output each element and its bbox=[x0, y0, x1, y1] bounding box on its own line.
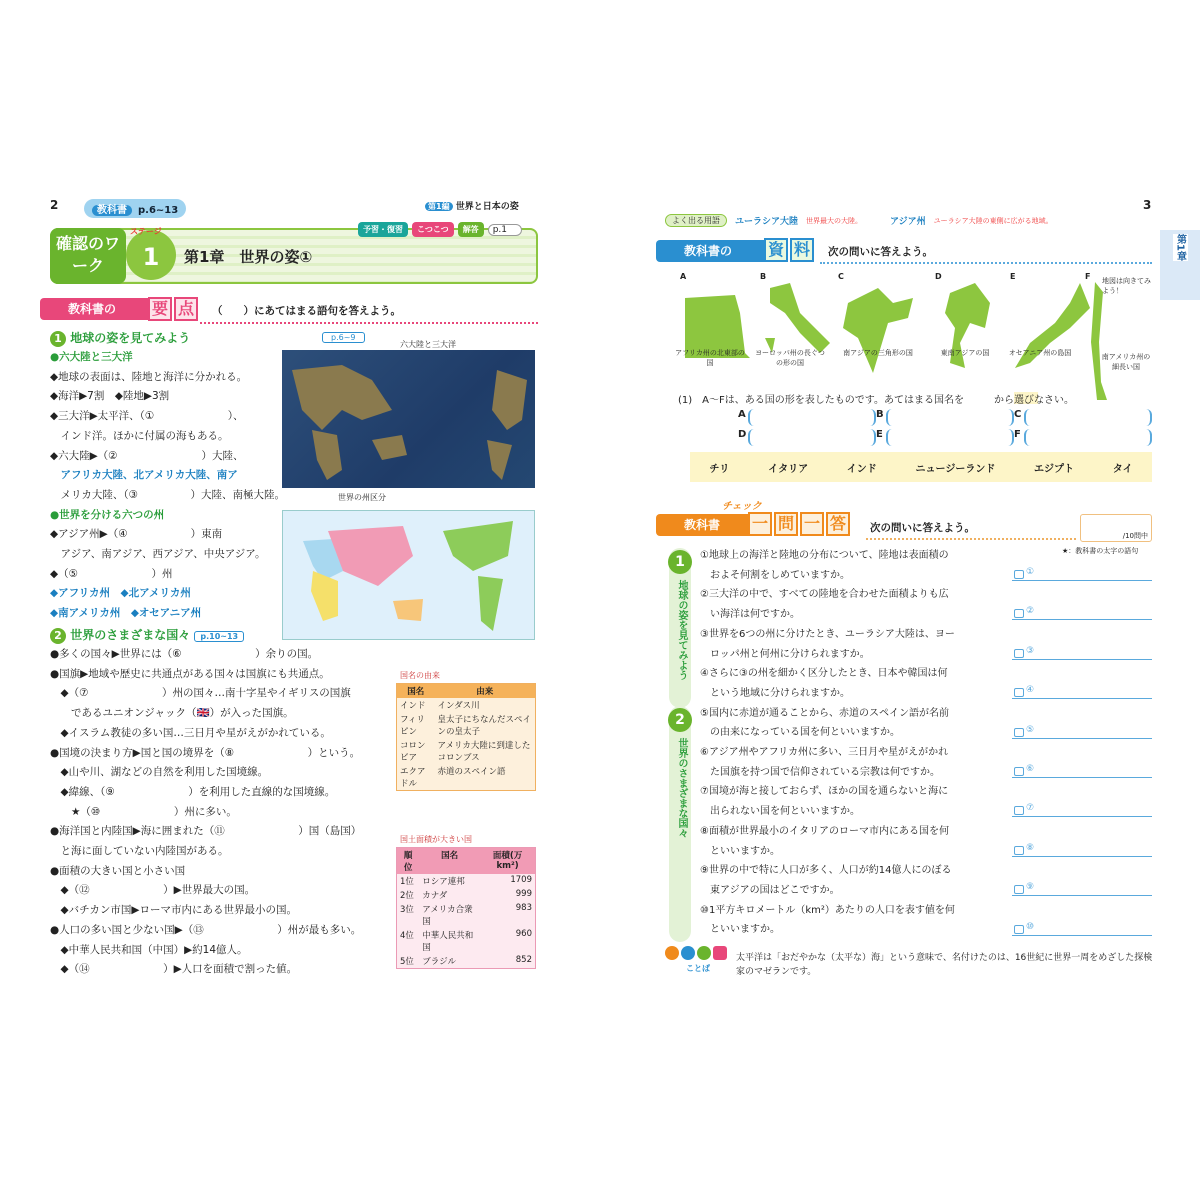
regions-map bbox=[282, 510, 535, 640]
chapter-side-tab bbox=[1160, 230, 1200, 300]
table2-caption: 国土面積が大きい国 bbox=[400, 835, 472, 844]
yoten-head-label: 教科書の bbox=[68, 302, 117, 316]
question-line: ロッパ州と何州に分けられますか。 bbox=[700, 648, 870, 660]
text-line: インド洋。ほかに付属の海もある。 bbox=[50, 429, 229, 442]
section2-title-text: 世界のさまざまな国々 bbox=[70, 628, 191, 642]
table-cell: アメリカ大陸に到達したコロンブス bbox=[437, 741, 531, 763]
pill-label: 教科書 bbox=[92, 205, 132, 216]
answer-bracket[interactable] bbox=[1014, 409, 1152, 426]
ichimon-kanji-1: 一 bbox=[748, 512, 772, 536]
map2-caption: 世界の州区分 bbox=[338, 493, 386, 502]
text-line: ◆緯線、（⑨ ）を利用した直線的な国境線。 bbox=[50, 785, 336, 798]
answer-line[interactable]: ⑧ bbox=[1012, 843, 1152, 857]
right-page-number: 3 bbox=[1143, 198, 1152, 212]
table-row bbox=[397, 888, 536, 902]
text-line: ●人口の多い国と少ない国▶（⑬ ）州が最も多い。 bbox=[50, 923, 362, 936]
table-header: 国名 bbox=[397, 684, 435, 699]
table1-caption: 国名の由来 bbox=[400, 671, 440, 680]
choice-option: イタリア bbox=[768, 463, 809, 475]
yoten-instruction: （ ）にあてはまる語句を答えよう。 bbox=[212, 305, 401, 317]
text-line: ◆海洋▶7割 ◆陸地▶3割 bbox=[50, 390, 170, 403]
tip-label: ことば bbox=[686, 964, 710, 973]
text-line: ◆アフリカ州 ◆北アメリカ州 bbox=[50, 587, 191, 600]
shape-caption: 南アジアの三角形の国 bbox=[843, 349, 913, 357]
shape-caption: 東南アジアの国 bbox=[940, 349, 990, 357]
unit-title: 世界と日本の姿 bbox=[455, 202, 519, 212]
choice-option: ニュージーランド bbox=[915, 463, 996, 475]
table-cell: 2位 bbox=[400, 891, 414, 901]
divider bbox=[866, 538, 1076, 540]
table-row bbox=[397, 764, 536, 791]
largest-area-table bbox=[396, 847, 536, 969]
table-cell: 皇太子にちなんだスペインの皇太子 bbox=[437, 715, 531, 737]
ichimon-head-label: 教科書 bbox=[684, 518, 721, 532]
table-cell: インド bbox=[400, 701, 426, 711]
answer-letter: E bbox=[876, 429, 883, 440]
table-cell: 1709 bbox=[510, 875, 532, 885]
shiryo-kanji bbox=[762, 238, 814, 262]
country-shape-d bbox=[935, 283, 1015, 378]
text-line: ◆（⑤ ）州 bbox=[50, 567, 173, 580]
table-cell: 5位 bbox=[400, 957, 414, 967]
answer-letter: B bbox=[876, 409, 884, 420]
ichimon-kanji-3: 一 bbox=[800, 512, 824, 536]
table-cell: エクアドル bbox=[400, 767, 426, 789]
stage-badge bbox=[126, 227, 176, 280]
question-line: およそ何割をしめていますか。 bbox=[700, 569, 850, 581]
country-name-origin-table bbox=[396, 683, 536, 791]
table-cell: カナダ bbox=[422, 891, 448, 901]
section-title-2: 世界のさまざまな国々 bbox=[676, 738, 687, 838]
yoten-header bbox=[40, 298, 160, 320]
section1-ref: p.6~9 bbox=[322, 332, 365, 343]
shape-note: 地図は向きてみよう！ bbox=[1102, 277, 1151, 295]
text-line: ◆アジア州▶（④ ）東南 bbox=[50, 528, 223, 541]
choice-option: エジプト bbox=[1034, 463, 1075, 475]
ichimon-kanji-4: 答 bbox=[826, 512, 850, 536]
key-terms-label: よく出る用語 bbox=[665, 214, 727, 227]
table-header-row bbox=[397, 848, 536, 875]
text-line: ●面積の大きい国と小さい国 bbox=[50, 864, 186, 877]
ichimon-kanji bbox=[746, 512, 850, 536]
tag-kotsukotsu: こつこつ bbox=[412, 222, 454, 237]
table-row bbox=[397, 954, 536, 969]
choice-option: タイ bbox=[1112, 463, 1133, 475]
question-line: の由来になっている国を何といいますか。 bbox=[700, 727, 900, 739]
choice-option: インド bbox=[846, 463, 877, 475]
answer-line[interactable]: ④ bbox=[1012, 685, 1152, 699]
text-line: ◆六大陸▶（② ）大陸、 bbox=[50, 449, 244, 462]
table-row bbox=[397, 738, 536, 764]
text-line: ◆中華人民共和国（中国）▶約14億人。 bbox=[50, 943, 248, 956]
table-header-row bbox=[397, 684, 536, 699]
question-line: 出られない国を何といいますか。 bbox=[700, 806, 860, 818]
shape-letter: E bbox=[1010, 272, 1016, 281]
section2-ref: p.10~13 bbox=[194, 631, 244, 642]
chapter-title: 第1章 世界の姿① bbox=[184, 248, 313, 266]
table-row bbox=[397, 902, 536, 928]
answer-line[interactable]: ⑥ bbox=[1012, 764, 1152, 778]
unit-label bbox=[425, 199, 519, 212]
table-cell: ロシア連邦 bbox=[422, 877, 465, 887]
map1-caption: 六大陸と三大洋 bbox=[400, 340, 456, 349]
answer-bracket[interactable] bbox=[738, 409, 876, 426]
tag-answer: 解答 bbox=[458, 222, 484, 237]
section-number-1: 1 bbox=[668, 550, 692, 574]
table-cell: フィリピン bbox=[400, 715, 425, 737]
answer-page: p.1 bbox=[488, 224, 522, 236]
table-cell: 4位 bbox=[400, 931, 414, 941]
question-line: い海洋は何ですか。 bbox=[700, 609, 800, 621]
tag-row bbox=[358, 222, 522, 237]
shiryo-instruction: 次の問いに答えよう。 bbox=[828, 246, 933, 258]
table-cell: 赤道のスペイン語 bbox=[437, 767, 506, 777]
table-cell: インダス川 bbox=[437, 701, 480, 711]
ichimon-instruction: 次の問いに答えよう。 bbox=[870, 522, 975, 534]
section-title-1: 地球の姿を見てみよう bbox=[676, 580, 687, 680]
shape-letter: C bbox=[838, 272, 844, 281]
choices-box bbox=[690, 452, 1152, 482]
side-tab-text: 第1章 bbox=[1174, 234, 1186, 261]
term-asia: アジア州 bbox=[890, 217, 926, 227]
text-line: であるユニオンジャック（🇬🇧）が入った国旗。 bbox=[50, 707, 294, 720]
table-cell: 999 bbox=[515, 889, 532, 899]
textbook-pages-pill bbox=[84, 199, 186, 218]
table-row bbox=[397, 928, 536, 954]
shape-mark bbox=[1091, 282, 1107, 400]
shiryo-header bbox=[656, 240, 774, 262]
question-line: ⑧面積が世界最小のイタリアのローマ市内にある国を何 bbox=[700, 825, 949, 837]
question-line: ⑦国境が海と接しておらず、ほかの国を通らないと海に bbox=[700, 786, 949, 798]
table-cell: 852 bbox=[515, 955, 532, 965]
kanji-1: 要 bbox=[148, 297, 172, 321]
shape-caption: オセアニア州の島国 bbox=[1008, 349, 1072, 357]
answer-line[interactable]: ⑤ bbox=[1012, 725, 1152, 739]
key-terms-row bbox=[665, 214, 1053, 227]
answer-bracket[interactable] bbox=[876, 429, 1014, 446]
table-header: 面積(万km²) bbox=[480, 848, 535, 875]
answer-line[interactable]: ③ bbox=[1012, 646, 1152, 660]
answer-bracket[interactable] bbox=[738, 429, 876, 446]
text-line: アフリカ大陸、北アメリカ大陸、南ア bbox=[50, 469, 238, 482]
term-eurasia-note: 世界最大の大陸。 bbox=[806, 216, 863, 225]
term-eurasia: ユーラシア大陸 bbox=[735, 217, 799, 227]
unit-badge: 第1編 bbox=[425, 202, 453, 211]
answer-letter: C bbox=[1014, 409, 1022, 420]
text-line: ◆（⑫ ）▶世界最大の国。 bbox=[50, 884, 256, 897]
answer-line[interactable]: ⑨ bbox=[1012, 882, 1152, 896]
question-line: ④さらに③の州を細かく区分したとき、日本や韓国は何 bbox=[700, 668, 948, 680]
pill-pages: p.6~13 bbox=[138, 205, 179, 216]
table-cell: 中華人民共和国 bbox=[422, 931, 474, 953]
answer-bracket[interactable] bbox=[1014, 429, 1152, 446]
kanji-ryo: 料 bbox=[790, 238, 814, 262]
answer-line[interactable]: ① bbox=[1012, 567, 1152, 581]
question-line: た国旗を持つ国で信仰されている宗教は何ですか。 bbox=[700, 766, 940, 778]
ichimon-kanji-2: 問 bbox=[774, 512, 798, 536]
table-cell: 1位 bbox=[400, 877, 414, 887]
text-line: ●海洋国と内陸国▶海に囲まれた（⑪ ）国（島国） bbox=[50, 825, 362, 838]
shape-letter: A bbox=[680, 272, 687, 281]
question-line: ⑨世界の中で特に人口が多く、人口が約14億人にのぼる bbox=[700, 865, 952, 877]
text-line: ◆バチカン市国▶ローマ市内にある世界最小の国。 bbox=[50, 904, 297, 917]
text-line: ●国境の決まり方▶国と国の境界を（⑧ ）という。 bbox=[50, 746, 361, 759]
divider bbox=[820, 262, 1152, 264]
score-label: /10問中 bbox=[1122, 532, 1148, 540]
question-line: ②三大洋の中で、すべての陸地を合わせた面積よりも広 bbox=[700, 589, 949, 601]
answer-letter: F bbox=[1014, 429, 1021, 440]
check-label: チェック bbox=[722, 501, 762, 512]
question-line: といいますか。 bbox=[700, 924, 780, 936]
section1-title: 1 地球の姿を見てみよう bbox=[50, 329, 190, 347]
question-line: ①地球上の海洋と陸地の分布について、陸地は表面積の bbox=[700, 550, 949, 561]
text-line: ◆地球の表面は、陸地と海洋に分かれる。 bbox=[50, 370, 248, 383]
text-line: ●多くの国々▶世界には（⑥ ）余りの国。 bbox=[50, 648, 319, 660]
text-line: ◆三大洋▶太平洋、（① ）、 bbox=[50, 410, 244, 423]
term-asia-note: ユーラシア大陸の東側に広がる地域。 bbox=[933, 216, 1053, 225]
text-line: ◆山や川、湖などの自然を利用した国境線。 bbox=[50, 766, 269, 779]
table-cell: コロンビア bbox=[400, 741, 426, 763]
question-line: 東アジアの国はどこですか。 bbox=[700, 884, 840, 896]
table-cell: ブラジル bbox=[422, 957, 457, 967]
table-cell: 960 bbox=[515, 929, 532, 939]
table-row bbox=[397, 712, 536, 738]
shiryo-head-label: 教科書の bbox=[684, 244, 733, 258]
table-header: 由来 bbox=[434, 684, 535, 699]
choice-option: チリ bbox=[709, 463, 730, 475]
score-box bbox=[1080, 514, 1152, 542]
tip-icon bbox=[665, 946, 727, 960]
text-line: ★（⑩ ）州に多い。 bbox=[50, 805, 237, 818]
yoten-kanji bbox=[146, 297, 198, 321]
answer-line[interactable]: ⑦ bbox=[1012, 803, 1152, 817]
shape-mark bbox=[765, 283, 830, 353]
answer-bracket[interactable] bbox=[876, 409, 1014, 426]
question-1: (1) A～Fは、ある国の形を表したものです。あてはまる国名を から選びなさい。 bbox=[678, 395, 1074, 406]
text-line: ◆南アメリカ州 ◆オセアニア州 bbox=[50, 607, 202, 620]
country-shape-e bbox=[1010, 283, 1090, 378]
shape-caption: 南アメリカ州の細長い国 bbox=[1101, 353, 1151, 371]
question-line: ⑥アジア州やアフリカ州に多い、三日月や星がえがかれ bbox=[700, 747, 949, 758]
answer-line[interactable]: ⑩ bbox=[1012, 922, 1152, 936]
table-header: 順位 bbox=[397, 848, 420, 875]
kanji-2: 点 bbox=[174, 297, 198, 321]
shape-letter: D bbox=[935, 272, 942, 281]
question-line: といいますか。 bbox=[700, 845, 780, 857]
tag-review: 予習・復習 bbox=[358, 222, 408, 237]
shape-mark bbox=[843, 288, 913, 373]
answer-letter: A bbox=[738, 409, 746, 420]
legend: ★：教科書の太字の語句 bbox=[1062, 547, 1139, 555]
table-row bbox=[397, 698, 536, 712]
section2-title: 2 世界のさまざまな国々 p.10~13 bbox=[50, 626, 244, 644]
text-line: ◆イスラム教徒の多い国…三日月や星がえがかれている。 bbox=[50, 726, 331, 739]
table-cell: 3位 bbox=[400, 905, 414, 915]
text-line: ●世界を分ける六つの州 bbox=[50, 508, 165, 521]
text-line: メリカ大陸、（③ ）大陸、南極大陸。 bbox=[50, 488, 286, 501]
question-line: ⑤国内に赤道が通ることから、赤道のスペイン語が名前 bbox=[700, 707, 949, 719]
shape-letter: B bbox=[760, 272, 767, 281]
text-line: アジア、南アジア、西アジア、中央アジア。 bbox=[50, 548, 266, 560]
question-line: という地域に分けられますか。 bbox=[700, 687, 850, 699]
text-line: と海に面していない内陸国がある。 bbox=[50, 845, 229, 857]
text-line: ●国旗▶地域や歴史に共通点がある国々は国旗にも共通点。 bbox=[50, 667, 330, 680]
question-line: ⑩1平方キロメートル（km²）あたりの人口を表す値を何 bbox=[700, 904, 955, 916]
text-line: ◆（⑭ ）▶人口を面積で割った値。 bbox=[50, 963, 298, 976]
table-header: 国名 bbox=[419, 848, 480, 875]
answer-letter: D bbox=[738, 429, 747, 440]
divider bbox=[200, 322, 538, 324]
table-row bbox=[397, 874, 536, 888]
section-number-2: 2 bbox=[668, 708, 692, 732]
section1-title-text: 地球の姿を見てみよう bbox=[70, 331, 191, 345]
stage-label: ステージ bbox=[130, 227, 162, 236]
shape-caption: ヨーロッパ州の長ぐつの形の国 bbox=[755, 349, 825, 367]
left-page-number: 2 bbox=[50, 198, 59, 212]
kanji-shi: 資 bbox=[764, 238, 788, 262]
text-line: ◆（⑦ ）州の国々…南十字星やイギリスの国旗 bbox=[50, 687, 351, 700]
answer-line[interactable]: ② bbox=[1012, 606, 1152, 620]
text-line: ●六大陸と三大洋 bbox=[50, 351, 133, 363]
question-line: ③世界を6つの州に分けたとき、ユーラシア大陸は、ヨー bbox=[700, 628, 955, 640]
table-cell: 983 bbox=[515, 903, 532, 913]
tip-text: 太平洋は「おだやかな（太平な）海」という意味で、名付けたのは、16世紀に世界一周をめざした探検家のマゼランです。 bbox=[736, 953, 1153, 977]
work-badge: 確認のワーク bbox=[50, 228, 126, 284]
continents-map bbox=[282, 350, 535, 488]
table-cell: アメリカ合衆国 bbox=[422, 905, 473, 927]
country-shape-c bbox=[838, 283, 918, 378]
country-shape-f bbox=[1085, 282, 1115, 402]
shape-letter: F bbox=[1085, 272, 1091, 281]
shape-caption: アフリカ州の北東部の国 bbox=[675, 349, 745, 367]
stage-number: 1 bbox=[142, 243, 160, 271]
